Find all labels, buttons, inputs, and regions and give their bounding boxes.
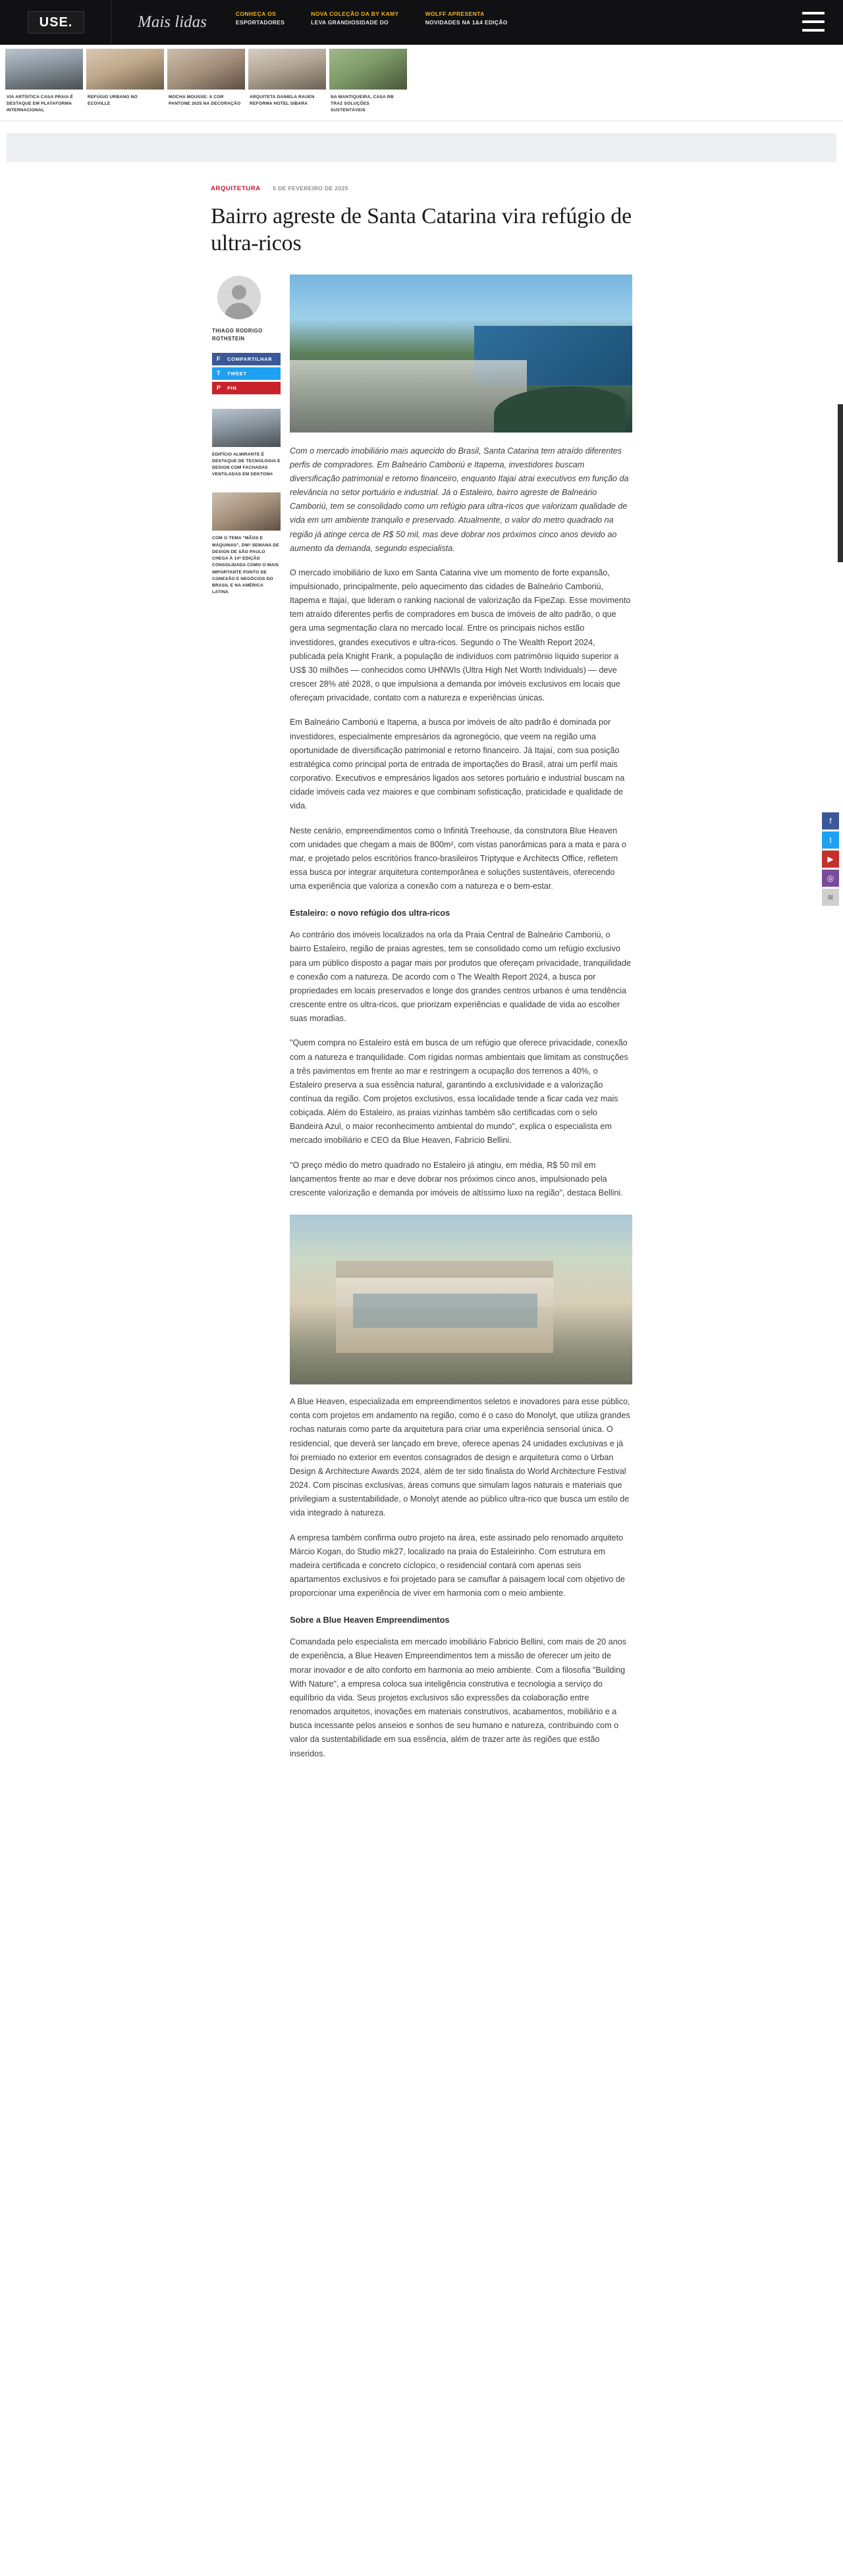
page-edge-decoration — [838, 404, 843, 562]
twitter-icon[interactable]: t — [822, 831, 839, 849]
sidebar-promo-caption: EDIFÍCIO ALMIRANTE É DESTAQUE DE TECNOLOGIA E DESIGN COM FACHADAS VENTILADAS EM DEKTON® — [212, 452, 281, 477]
share-twitter-button[interactable] — [212, 367, 281, 380]
featured-card-image — [5, 49, 83, 90]
promo-subtitle: LEVA GRANDIOSIDADE DO — [311, 19, 389, 26]
header-promo-item[interactable] — [425, 0, 520, 45]
article-category[interactable]: ARQUITETURA — [211, 184, 261, 192]
article-date: 5 DE FEVEREIRO DE 2025 — [273, 184, 348, 192]
article-hero-image — [290, 275, 632, 433]
article-paragraph: "O preço médio do metro quadrado no Estaleiro já atingiu, em média, R$ 50 mil em lançamentos frente ao mar e deve dobrar nos próximos cinco anos, impulsionado pela crescente valorização e demanda por imóveis de altíssimo luxo na região", destaca Bellini. — [290, 1160, 623, 1197]
featured-card-caption: ARQUITETA DANIELA RAUEN REFORMA HOTEL SIBARA — [250, 95, 315, 106]
share-facebook-button[interactable] — [212, 353, 281, 365]
featured-card[interactable] — [5, 49, 83, 120]
youtube-icon[interactable]: ▶ — [822, 851, 839, 868]
header-promo-item[interactable] — [236, 0, 296, 45]
article-body — [290, 275, 632, 1761]
article-subheading: Sobre a Blue Heaven Empreendimentos — [290, 1615, 450, 1625]
sidebar-promo-image — [212, 492, 281, 531]
share-pinterest-button[interactable] — [212, 382, 281, 394]
promo-kicker: NOVA COLEÇÃO DA BY KAMY — [311, 11, 399, 17]
featured-card-image — [248, 49, 326, 90]
article-paragraph: Comandada pelo especialista em mercado imobiliário Fabricio Bellini, com mais de 20 anos de experiência, a Blue Heaven Empreendimentos tem a missão de oferecer um jeito de morar inovador e de alto conforto em harmonia ao meio ambiente. Com a filosofia "Building With Nature", a empresa coloca sua inteligência construtiva e tecnologia a serviço do equilíbrio da vida. Seus projetos exclusivos são expressões da colaboração entre renomados arquitetos, inovações em materiais construtivos, acabamentos, mobiliário e a busca incessante pelos anseios e sonhos de seu humano e natureza, contribuindo com o valor da sustentabilidade em sua essência, além de trazer arte às regiões que estão inseridos. — [290, 1637, 626, 1758]
article-paragraph: Ao contrário dos imóveis localizados na orla da Praia Central de Balneário Camboriú, o bairro Estaleiro, região de praias agrestes, tem se consolidado como um refúgio exclusivo para um público disposto a pagar mais por produtos que ofereçam privacidade, tranquilidade e conexão com a natureza. De acordo com o The Wealth Report 2024, a busca por propriedades em locais preservados e longe dos grandes centros urbanos é uma tendência crescente entre os ultra-ricos, que priorizam experiências e qualidade de vida ao escolher suas moradias. — [290, 930, 632, 1024]
article-meta — [211, 182, 632, 194]
promo-subtitle: NOVIDADES NA 1&4 EDIÇÃO — [425, 19, 508, 26]
avatar — [217, 276, 261, 319]
article-paragraph: O mercado imobiliário de luxo em Santa Catarina vive um momento de forte expansão, impulsionado, principalmente, pelo aquecimento das cidades de Balneário Camboriú, Itapema e Itajaí, que lideram o ranking nacional de valorização da FipeZap. Esse movimento tem atraído diferentes perfis de compradores em busca de imóveis de alto padrão, o que gera uma segmentação clara no mercado local. Entre os principais nichos estão investidores, grandes executivos e ultra-ricos. Segundo o The Wealth Report 2024, publicada pela Knight Frank, a população de indivíduos com patrimônio líquido superior a US$ 30 milhões — conhecidos como UHNWIs (Ultra High Net Worth Individuals) — deve crescer 28% até 2028, o que impulsiona a demanda por imóveis exclusivos em locais que ofereçam privacidade, contato com a natureza e experiências únicas. — [290, 567, 631, 703]
article-inline-image — [290, 1215, 632, 1384]
promo-kicker: WOLFF APRESENTA — [425, 11, 485, 17]
instagram-icon[interactable]: ◎ — [822, 870, 839, 887]
article-paragraph: Neste cenário, empreendimentos como o Infinità Treehouse, da construtora Blue Heaven com unidades que chegam a mais de 800m², com vistas panorâmicas para a mata e para o mar, e projetado pelos escritórios franco-brasileiros Triptyque e Architects Office, refletem essa busca por integrar arquitetura contemporânea e soluções sustentáveis, oferecendo uma experiência que valoriza a conexão com a natureza e o bem-estar. — [290, 826, 627, 891]
article-author: THIAGO RODRIGO ROTHSTEIN — [212, 327, 263, 342]
featured-card[interactable] — [248, 49, 326, 120]
sidebar-promo-image — [212, 409, 281, 447]
article-paragraph: A Blue Heaven, especializada em empreendimentos seletos e inovadores para esse público, conta com projetos em andamento na região, como é o caso do Monolyt, que utiliza grandes rochas naturais como parte da arquitetura para criar uma experiência sensorial única. O residencial, que deverá ser lançado em breve, oferece apenas 24 unidades exclusivas e já foi premiado no exterior em eventos consagrados de design e arquitetura como o Urban Design & Architecture Awards 2024, além de ter sido finalista do World Architecture Festival 2024. Com piscinas exclusivas, áreas comuns que simulam lagos naturais e materiais que privilegiam a sustentabilidade, o Monolyt atende ao público ultra-rico que busca um estilo de vida integrado à natureza. — [290, 1397, 630, 1518]
featured-card-caption: VIA ARTÍSTICA CASA PRAIA É DESTAQUE EM PLATAFORMA INTERNACIONAL — [7, 95, 74, 113]
promo-kicker: CONHEÇA OS — [235, 11, 277, 17]
article-paragraph: Com o mercado imobiliário mais aquecido do Brasil, Santa Catarina tem atraído diferentes perfis de compradores. Em Balneário Camboriú e Itapema, investidores buscam diversificação patrimonial e retorno financeiro, enquanto Itajaí atrai executivos em função da relevância no setor portuário e industrial. Já o Estaleiro, bairro agreste de Balneário Camboriú, tem se consolidado como um refúgio para ultra-ricos que valorizam qualidade de vida em um ambiente tranquilo e preservado. Atualmente, o valor do metro quadrado na região já atinge cerca de R$ 50 mil, mas deve dobrar nos próximos cinco anos devido ao aumento da demanda, segundo especialista. — [290, 446, 629, 553]
facebook-icon[interactable]: f — [822, 812, 839, 829]
article-sidebar — [211, 275, 290, 1761]
floating-social-rail — [822, 812, 839, 908]
hamburger-icon[interactable] — [802, 12, 825, 32]
featured-card-image — [86, 49, 164, 90]
share-label: PIN — [227, 384, 237, 391]
sidebar-promo-caption: COM O TEMA "MÃOS E MÁQUINAS", DW! SEMANA DE DESIGN DE SÃO PAULO CHEGA À 14ª EDIÇÃO CONSOLIDADA COMO O MAIS IMPORTANTE PONTO DE CONEXÃO E NEGÓCIOS DO BRASIL E NA AMÉRICA LATINA — [212, 536, 279, 595]
sidebar-promo[interactable] — [212, 409, 281, 479]
article-paragraph: "Quem compra no Estaleiro está em busca de um refúgio que oferece privacidade, conexão com a natureza e tranquilidade. Com rígidas normas ambientais que limitam as construções a três pavimentos em frente ao mar e restringem a ocupação dos terrenos a 40%, o Estaleiro preserva a sua essência natural, garantindo a exclusividade e a valorização contínua da região. Com projetos exclusivos, essa localidade tende a ficar cada vez mais cobiçada. Além do Estaleiro, as praias vizinhas também são certificadas com o selo Bandeira Azul, o maior reconhecimento ambiental do mundo", explica o especialista em mercado imobiliário e CEO da Blue Heaven, Fabrício Bellini. — [290, 1038, 628, 1145]
most-read-label[interactable]: Mais lidas — [138, 13, 207, 31]
inline-image-glass — [353, 1294, 537, 1328]
featured-card-image — [167, 49, 245, 90]
page-body — [0, 121, 843, 1787]
featured-card-caption: NA MANTIQUEIRA, CASA RB TRAZ SOLUÇÕES SUSTENTÁVEIS — [331, 95, 394, 113]
article-paragraph: A empresa também confirma outro projeto na área, este assinado pelo renomado arquiteto Márcio Kogan, do Studio mk27, localizado na praia do Estaleirinho. Com estrutura em madeira certificada e concreto cíclopico, o residencial contará com apenas seis apartamentos exclusivos e foi projetado para se camuflar à paisagem local com objetivo de proporcionar uma experiência de viver em harmonia com o meio ambiente. — [290, 1533, 625, 1598]
share-label: COMPARTILHAR — [227, 355, 273, 362]
featured-card-image — [329, 49, 407, 90]
article-paragraph: Em Balneário Camboriú e Itapema, a busca por imóveis de alto padrão é dominada por investidores, especialmente empresários da agronegócio, que veem na região uma oportunidade de diversificação patrimonial e retorno financeiro. Já Itajaí, com sua posição estratégica como principal porta de entrada de importações do Brasil, atrai um perfil mais corporativo. Executivos e empresários ligados aos setores portuário e industrial buscam na cidade imóveis cada vez maiores e que combinam sofisticação, praticidade e qualidade de vida. — [290, 718, 625, 811]
featured-card[interactable] — [86, 49, 164, 120]
featured-card-caption: MOCHA MOUSSE: A COR PANTONE 2025 NA DECORAÇÃO — [169, 95, 241, 106]
ad-placeholder — [7, 133, 836, 162]
page-title: Bairro agreste de Santa Catarina vira refúgio de ultra-ricos — [211, 203, 632, 256]
featured-strip — [0, 45, 843, 121]
site-header — [0, 0, 843, 45]
header-promo-item[interactable] — [311, 0, 410, 45]
article-subheading: Estaleiro: o novo refúgio dos ultra-ricos — [290, 908, 450, 918]
facebook-icon: F — [217, 355, 221, 363]
share-label: TWEET — [227, 370, 247, 377]
pinterest-icon: P — [217, 384, 221, 392]
header-promos — [236, 0, 823, 45]
share-buttons — [212, 353, 281, 394]
site-logo[interactable]: USE. — [28, 11, 84, 34]
article — [211, 162, 632, 1787]
featured-card-caption: REFÚGIO URBANO NO ECOVILLE — [88, 95, 138, 106]
featured-card[interactable] — [167, 49, 245, 120]
hero-town — [290, 360, 527, 433]
promo-subtitle: ESPORTADORES — [235, 19, 285, 26]
featured-card[interactable] — [329, 49, 407, 120]
twitter-icon: T — [217, 370, 221, 377]
sidebar-promo[interactable] — [212, 492, 281, 596]
rss-icon[interactable]: ≋ — [822, 889, 839, 906]
